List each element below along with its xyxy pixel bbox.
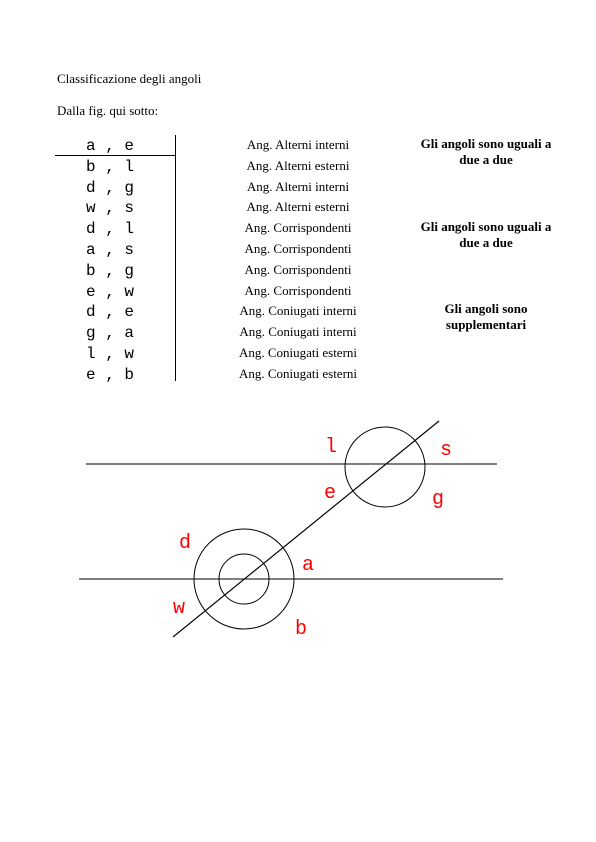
label-s: s bbox=[440, 439, 453, 462]
angle-pair: e , w bbox=[86, 282, 135, 301]
label-w: w bbox=[173, 597, 186, 620]
page-title: Classificazione degli angoli bbox=[57, 71, 202, 86]
angle-type: Ang. Corrispondenti bbox=[244, 282, 352, 298]
angle-type: Ang. Alterni esterni bbox=[246, 199, 350, 215]
angle-type: Ang. Coniugati esterni bbox=[238, 365, 358, 381]
upper-angle-circle bbox=[345, 427, 425, 507]
transversal-line bbox=[173, 421, 439, 637]
label-b: b bbox=[295, 618, 308, 641]
angle-type: Ang. Corrispondenti bbox=[244, 240, 352, 256]
remark-supplementary: Gli angoli sono supplementari bbox=[444, 301, 528, 332]
remark-equal-alternate: Gli angoli sono uguali a due a due bbox=[420, 136, 552, 167]
angle-type: Ang. Coniugati interni bbox=[239, 303, 357, 319]
figure-intro: Dalla fig. qui sotto: bbox=[57, 103, 159, 118]
label-d: d bbox=[179, 532, 192, 555]
angle-pair: a , e bbox=[86, 137, 135, 155]
angle-pair: w , s bbox=[86, 199, 135, 218]
angle-pair: d , g bbox=[86, 178, 135, 197]
angle-type: Ang. Alterni esterni bbox=[246, 157, 350, 173]
label-e: e bbox=[324, 482, 337, 505]
remark-equal-corresponding: Gli angoli sono uguali a due a due bbox=[420, 219, 552, 250]
angle-type: Ang. Corrispondenti bbox=[244, 261, 352, 277]
angle-pair: b , l bbox=[86, 157, 135, 176]
angle-type: Ang. Coniugati interni bbox=[239, 324, 357, 340]
label-g: g bbox=[432, 488, 445, 511]
angle-pair: l , w bbox=[86, 344, 135, 363]
label-a: a bbox=[302, 554, 315, 577]
angle-pair: d , l bbox=[86, 220, 135, 239]
angle-type: Ang. Coniugati esterni bbox=[238, 344, 358, 360]
angle-type: Ang. Alterni interni bbox=[246, 178, 350, 194]
angle-type: Ang. Corrispondenti bbox=[244, 220, 352, 236]
angle-pair: g , a bbox=[86, 324, 135, 343]
label-l: l bbox=[325, 436, 338, 459]
angle-pair: e , b bbox=[86, 365, 135, 384]
angle-pair: b , g bbox=[86, 261, 135, 280]
angle-type: Ang. Alterni interni bbox=[246, 137, 350, 152]
angle-pair: d , e bbox=[86, 303, 135, 322]
angle-pair: a , s bbox=[86, 240, 135, 259]
